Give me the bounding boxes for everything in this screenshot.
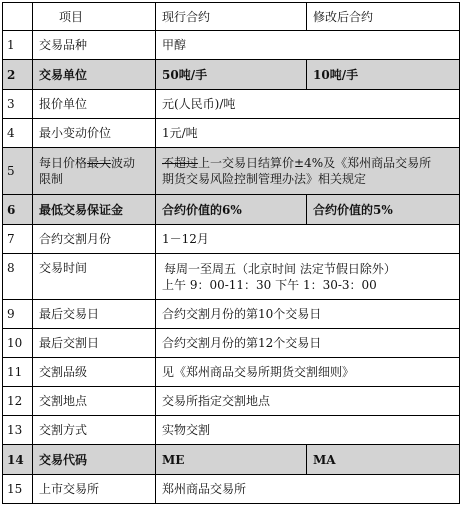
- table-row: [3, 195, 460, 225]
- table-row: [3, 358, 460, 387]
- row-num: 2: [3, 60, 33, 90]
- row-current: ME: [156, 445, 307, 475]
- row-revised: 10吨/手: [307, 60, 460, 90]
- row-item: 交易单位: [33, 60, 156, 90]
- current-strikethrough: 不超过: [162, 156, 199, 170]
- table-row: [3, 60, 460, 90]
- header-current: 现行合约: [156, 3, 307, 31]
- header-num: [3, 3, 33, 31]
- row-current: 50吨/手: [156, 60, 307, 90]
- item-strikethrough: 最大: [87, 156, 112, 170]
- row-num: 13: [3, 416, 33, 445]
- table-row: [3, 90, 460, 119]
- row-item: 上市交易所: [33, 475, 156, 504]
- row-item: 交割方式: [33, 416, 156, 445]
- row-current: 1－12月: [156, 225, 460, 254]
- row-num: 4: [3, 119, 33, 148]
- row-current: 合约交割月份的第12个交易日: [156, 329, 460, 358]
- row-item: 最低交易保证金: [33, 195, 156, 225]
- table-row: [3, 475, 460, 504]
- table-row: [3, 300, 460, 329]
- row-current: 交易所指定交割地点: [156, 387, 460, 416]
- row-num: 15: [3, 475, 33, 504]
- row-item: 交易时间: [33, 254, 156, 300]
- trading-hours-line-1: 每周一至周五（北京时间 法定节假日除外）: [164, 261, 396, 276]
- row-num: 6: [3, 195, 33, 225]
- table-row: [3, 254, 460, 300]
- row-current: 郑州商品交易所: [156, 475, 460, 504]
- row-item: 交割品级: [33, 358, 156, 387]
- row-current: 实物交割: [156, 416, 460, 445]
- row-item: 最后交割日: [33, 329, 156, 358]
- table-row: [3, 416, 460, 445]
- item-text-c: 限制: [39, 172, 64, 186]
- table-row: [3, 31, 460, 60]
- row-num: 10: [3, 329, 33, 358]
- row-revised: 合约价值的5%: [307, 195, 460, 225]
- row-current: 合约价值的6%: [156, 195, 307, 225]
- row-item: 交割地点: [33, 387, 156, 416]
- table-row: [3, 225, 460, 254]
- row-revised: MA: [307, 445, 460, 475]
- row-num: 3: [3, 90, 33, 119]
- header-item: 项目: [33, 3, 156, 31]
- row-item: 最后交易日: [33, 300, 156, 329]
- row-item: 交易品种: [33, 31, 156, 60]
- row-item: 报价单位: [33, 90, 156, 119]
- table-row: [3, 119, 460, 148]
- contract-comparison-table: [2, 2, 460, 504]
- row-item: 最小变动价位: [33, 119, 156, 148]
- row-current: [156, 254, 460, 300]
- table-row: [3, 329, 460, 358]
- row-item: 合约交割月份: [33, 225, 156, 254]
- row-current: 见《郑州商品交易所期货交割细则》: [156, 358, 460, 387]
- item-text-a: 每日价格: [39, 156, 88, 170]
- header-row: [3, 3, 460, 31]
- table-row: [3, 148, 460, 195]
- row-current: 合约交割月份的第10个交易日: [156, 300, 460, 329]
- row-item: [33, 148, 156, 195]
- row-current: 1元/吨: [156, 119, 460, 148]
- row-num: 8: [3, 254, 33, 300]
- row-num: 11: [3, 358, 33, 387]
- row-num: 14: [3, 445, 33, 475]
- row-item: 交易代码: [33, 445, 156, 475]
- row-num: 5: [3, 148, 33, 195]
- row-num: 7: [3, 225, 33, 254]
- trading-hours-line-2: 上午 9：00-11：30 下午 1：30-3：00: [162, 277, 377, 292]
- row-current: 元(人民币)/吨: [156, 90, 460, 119]
- row-current: 甲醇: [156, 31, 460, 60]
- table-row: [3, 445, 460, 475]
- item-text-b: 波动: [111, 156, 136, 170]
- row-num: 1: [3, 31, 33, 60]
- current-text-b: 期货交易风险控制管理办法》相关规定: [162, 172, 367, 186]
- current-text-a: 上一交易日结算价±4%及《郑州商品交易所: [198, 156, 432, 170]
- row-num: 9: [3, 300, 33, 329]
- table-row: [3, 387, 460, 416]
- header-revised: 修改后合约: [307, 3, 460, 31]
- row-current: [156, 148, 460, 195]
- row-num: 12: [3, 387, 33, 416]
